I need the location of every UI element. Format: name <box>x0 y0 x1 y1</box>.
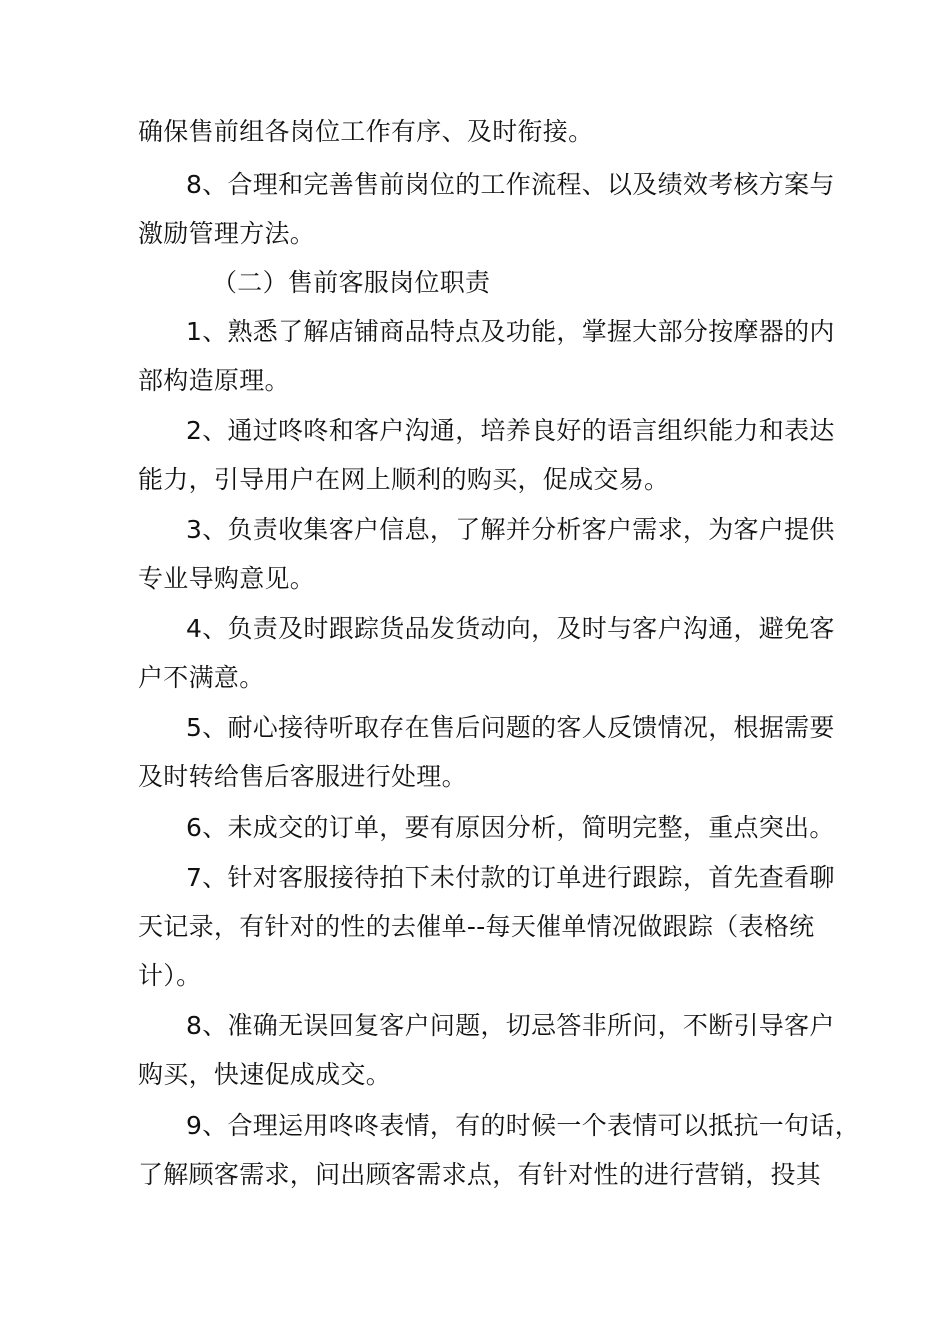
paragraph-line: 计）。 <box>138 961 202 990</box>
paragraph-line: 专业导购意见。 <box>138 564 316 593</box>
section-heading: （二）售前客服岗位职责 <box>212 268 491 297</box>
paragraph-line: 8、合理和完善售前岗位的工作流程、以及绩效考核方案与 <box>186 170 835 199</box>
paragraph-line: 购买，快速促成成交。 <box>138 1060 392 1089</box>
paragraph-line: 了解顾客需求，问出顾客需求点，有针对性的进行营销，投其 <box>138 1160 822 1189</box>
paragraph-line: 9、合理运用咚咚表情，有的时候一个表情可以抵抗一句话， <box>186 1111 861 1140</box>
paragraph-line: 7、针对客服接待拍下未付款的订单进行跟踪，首先查看聊 <box>186 863 835 892</box>
paragraph-line: 6、未成交的订单，要有原因分析，简明完整，重点突出。 <box>186 813 835 842</box>
paragraph-line: 能力，引导用户在网上顺利的购买，促成交易。 <box>138 465 670 494</box>
paragraph-line: 及时转给售后客服进行处理。 <box>138 762 467 791</box>
paragraph-line: 激励管理方法。 <box>138 219 316 248</box>
paragraph-line: 4、负责及时跟踪货品发货动向，及时与客户沟通，避免客 <box>186 614 835 643</box>
paragraph-line: 2、通过咚咚和客户沟通，培养良好的语言组织能力和表达 <box>186 416 835 445</box>
paragraph-line: 3、负责收集客户信息，了解并分析客户需求，为客户提供 <box>186 515 835 544</box>
paragraph-line: 1、熟悉了解店铺商品特点及功能，掌握大部分按摩器的内 <box>186 317 835 346</box>
paragraph-line: 5、耐心接待听取存在售后问题的客人反馈情况，根据需要 <box>186 713 835 742</box>
paragraph-line: 确保售前组各岗位工作有序、及时衔接。 <box>138 117 594 146</box>
paragraph-line: 部构造原理。 <box>138 366 290 395</box>
paragraph-line: 天记录，有针对的性的去催单--每天催单情况做跟踪（表格统 <box>138 912 815 941</box>
paragraph-line: 户不满意。 <box>138 663 265 692</box>
paragraph-line: 8、准确无误回复客户问题，切忌答非所问，不断引导客户 <box>186 1011 835 1040</box>
